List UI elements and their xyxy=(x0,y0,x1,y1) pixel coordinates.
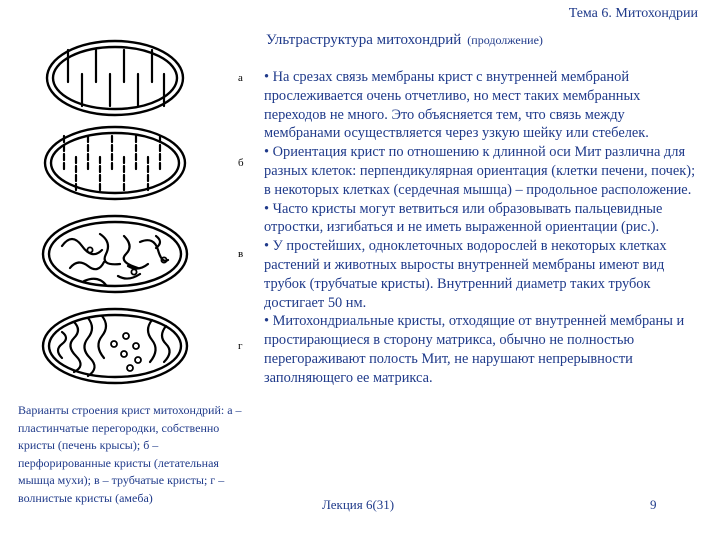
mito-a xyxy=(47,41,183,115)
bullet-item: • Митохондриальные кристы, отходящие от внутренней мембраны и простирающиеся в сторону матрикса, обычно не полностью перегораживают полость Мит, не нарушают непрерывности заполняющего ее матрикса. xyxy=(264,313,685,386)
figure-label-d: г xyxy=(238,340,243,352)
topic-heading: Тема 6. Митохондрии xyxy=(568,6,698,21)
mito-b xyxy=(45,127,185,199)
figure-label-b: б xyxy=(238,157,244,169)
figure-label-a: а xyxy=(238,72,243,84)
body-text xyxy=(264,68,702,388)
bullet-item: • У простейших, одноклеточных водорослей в некоторых клетках растений и животных выросты внутренней мембраны имеют вид трубок (трубчатые кристы). Внутренний диаметр таких трубок достигает 50 нм. xyxy=(264,238,667,311)
slide-title xyxy=(266,32,543,49)
slide-title-suffix: (продолжение) xyxy=(467,33,543,47)
mito-d xyxy=(43,309,187,383)
mito-c xyxy=(43,216,187,292)
footer-lecture: Лекция 6(31) xyxy=(322,497,395,512)
bullet-item: • На срезах связь мембраны крист с внутренней мембраной прослеживается очень отчетливо, но мест таких мембранных переходов не много. Это объясняется тем, что связь между мембранами осуществляется через узкую шейку или стебелек. xyxy=(264,69,649,142)
figure-caption: Варианты строения крист митохондрий: а – пластинчатые перегородки, собственно кристы (печень крысы); б – перфорированные кристы (летательная мышца мухи); в – трубчатые кристы; г – волнистые кристы (амеба) xyxy=(18,403,242,505)
bullet-item: • Часто кристы могут ветвиться или образовывать пальцевидные отростки, изгибаться и не иметь выраженной ориентации (рис.). xyxy=(264,200,663,236)
mitochondria-figure xyxy=(40,36,244,386)
page-number: 9 xyxy=(650,497,657,512)
bullet-item: • Ориентация крист по отношению к длинной оси Мит различна для разных клеток: перпендикулярная ориентация (клетки печени, почек); в некоторых клетках (сердечная мышца) – продольное расположение. xyxy=(264,144,696,198)
mitochondria-drawing xyxy=(40,36,230,386)
figure-label-c: в xyxy=(238,248,244,260)
slide-title-main: Ультраструктура митохондрий xyxy=(266,32,462,48)
